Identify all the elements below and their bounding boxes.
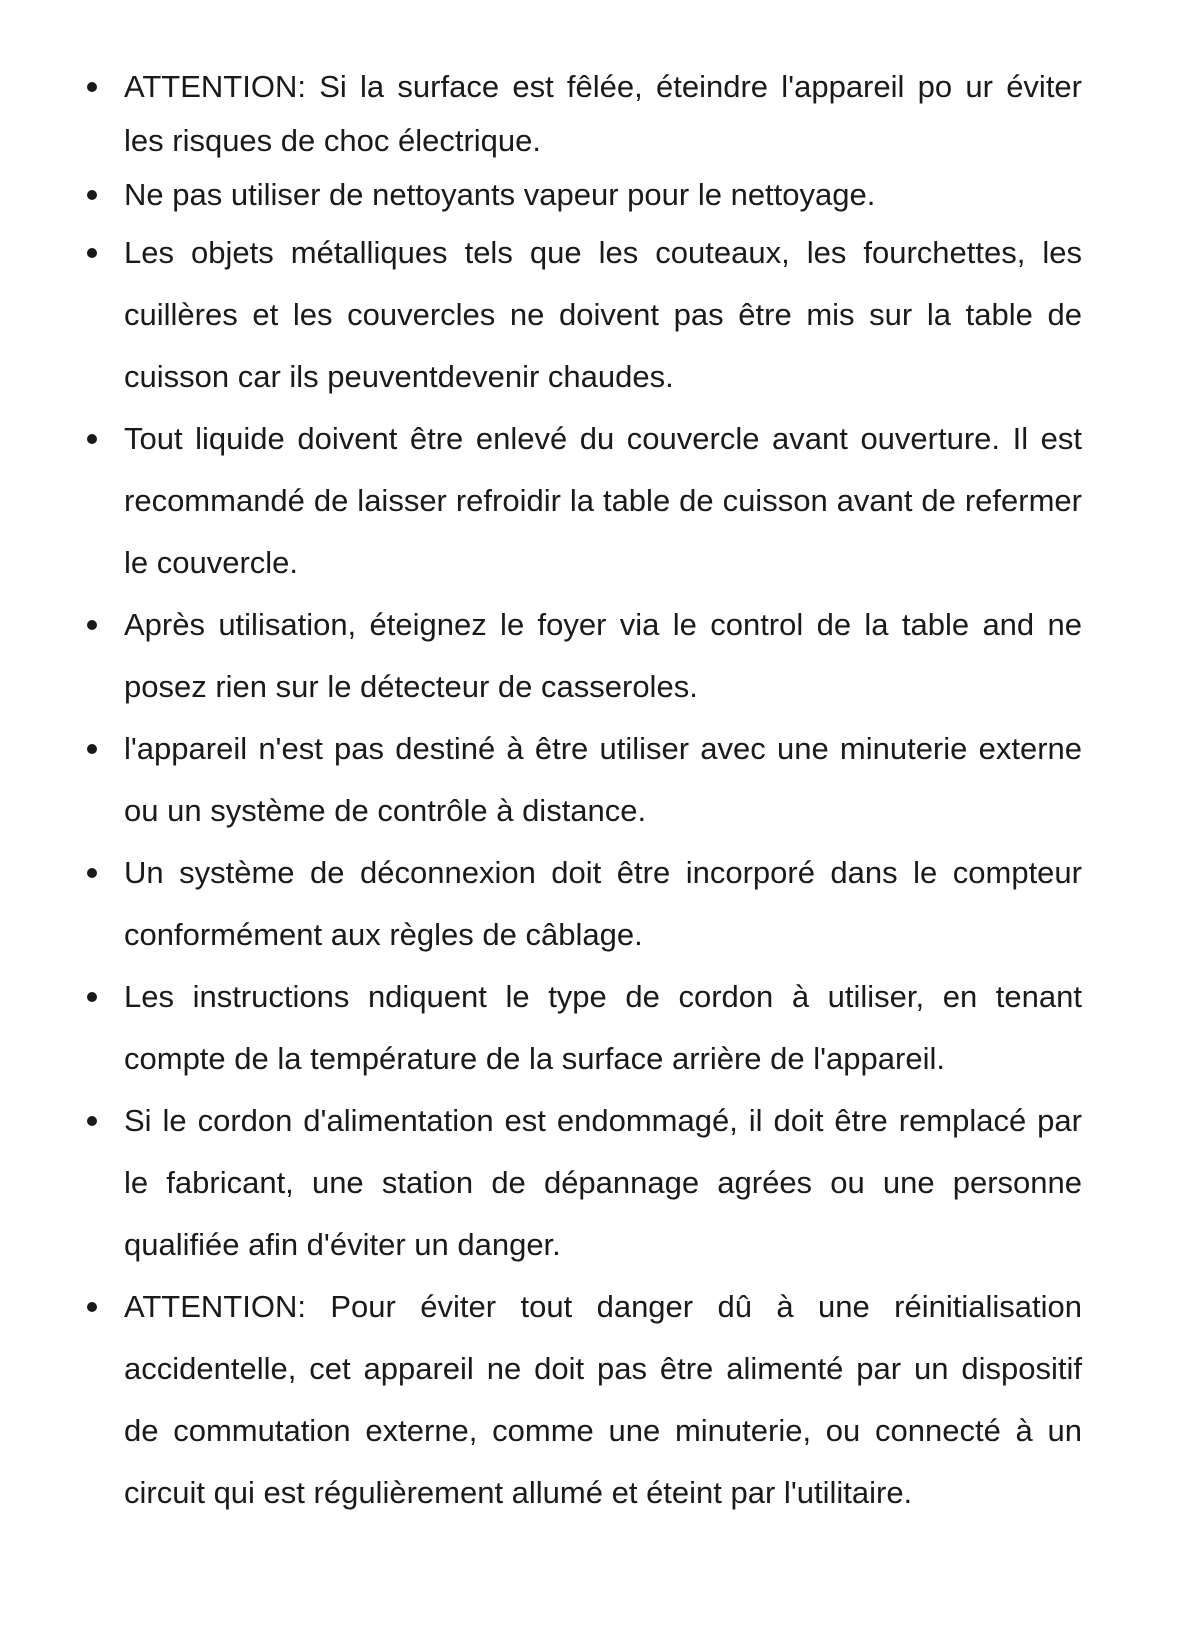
bullet-dot-icon [86, 1090, 98, 1152]
list-item-text: Si le cordon d'alimentation est endommagé, il doit être remplacé par le fabricant, une station de dépannage agrées ou une personne qualifiée afin d'éviter un danger. [124, 1103, 1082, 1262]
bullet-dot-icon [86, 168, 98, 222]
list-item [82, 594, 1082, 718]
list-item-text: l'appareil n'est pas destiné à être utiliser avec une minuterie externe ou un système de contrôle à distance. [124, 731, 1082, 828]
bullet-dot-icon [86, 594, 98, 656]
list-item-text: Un système de déconnexion doit être incorporé dans le compteur conformément aux règles de câblage. [124, 855, 1082, 952]
list-item [82, 408, 1082, 594]
list-item [82, 60, 1082, 168]
list-item [82, 718, 1082, 842]
list-item-text: Après utilisation, éteignez le foyer via le control de la table and ne posez rien sur le détecteur de casseroles. [124, 607, 1082, 704]
list-item [82, 168, 1082, 222]
list-item [82, 842, 1082, 966]
bullet-dot-icon [86, 842, 98, 904]
list-item-text: ATTENTION: Si la surface est fêlée, éteindre l'appareil po ur éviter les risques de choc électrique. [124, 69, 1082, 158]
bullet-dot-icon [86, 408, 98, 470]
bullet-dot-icon [86, 718, 98, 780]
list-item-text: Ne pas utiliser de nettoyants vapeur pour le nettoyage. [124, 177, 876, 212]
list-item [82, 966, 1082, 1090]
list-item-text: Les objets métalliques tels que les couteaux, les fourchettes, les cuillères et les couvercles ne doivent pas être mis sur la table de cuisson car ils peuventdevenir chaudes. [124, 235, 1082, 394]
list-item [82, 1090, 1082, 1276]
bullet-dot-icon [86, 966, 98, 1028]
bullet-dot-icon [86, 222, 98, 284]
list-item [82, 222, 1082, 408]
list-item-text: Tout liquide doivent être enlevé du couvercle avant ouverture. Il est recommandé de laisser refroidir la table de cuisson avant de refermer le couvercle. [124, 421, 1082, 580]
bullet-dot-icon [86, 60, 98, 114]
safety-instructions-list [82, 60, 1082, 1524]
list-item [82, 1276, 1082, 1524]
list-item-text: ATTENTION: Pour éviter tout danger dû à une réinitialisation accidentelle, cet appareil ne doit pas être alimenté par un dispositif de commutation externe, comme une minuterie, ou connecté à un circuit qui est régulièrement allumé et éteint par l'utilitaire. [124, 1289, 1082, 1510]
bullet-dot-icon [86, 1276, 98, 1338]
list-item-text: Les instructions ndiquent le type de cordon à utiliser, en tenant compte de la température de la surface arrière de l'appareil. [124, 979, 1082, 1076]
